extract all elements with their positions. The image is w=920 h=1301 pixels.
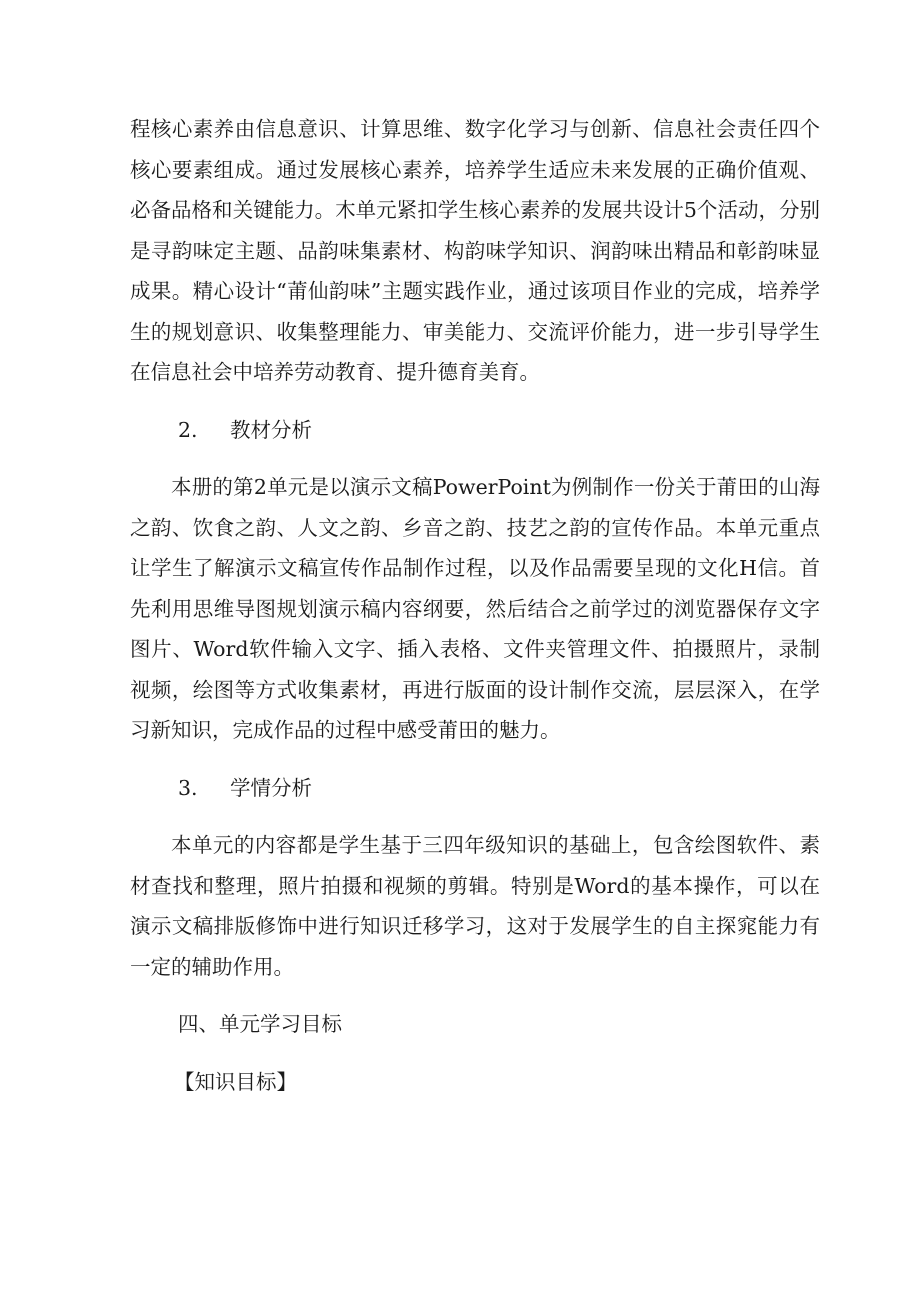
heading-learner-analysis <box>130 768 820 809</box>
heading-knowledge-goals: 【知识目标】 <box>174 1069 297 1094</box>
spacer <box>130 751 820 768</box>
heading-textbook-analysis <box>130 410 820 451</box>
spacer <box>130 987 820 1004</box>
spacer <box>130 808 820 825</box>
paragraph-textbook-analysis: 本册的第2单元是以演示文稿PowerPoint为例制作一份关于莆田的山海之韵、饮食之韵、人文之韵、乡音之韵、技艺之韵的宣传作品。本单元重点让学生了解演示文稿宣传作品制作过程，以及作品需要呈现的文化H信。首先利用思维导图规划演示稿内容纲要，然后结合之前学过的浏览器保存文字图片、Word软件输入文字、插入表格、文件夹管理文件、拍摄照片，录制视频，绘图等方式收集素材，再进行版面的设计制作交流，层层深入，在学习新知识，完成作品的过程中感受莆田的魅力。 <box>130 475 820 742</box>
heading-unit-learning-goals: 四、单元学习目标 <box>178 1012 342 1036</box>
paragraph-core-literacy: 程核心素养由信息意识、计算思维、数字化学习与创新、信息社会责任四个核心要素组成。通过发展核心素养，培养学生适应未来发展的正确价值观、必备品格和关键能力。木单元紧扣学生核心素养的发展共设计5个活动，分别是寻韵味定主题、品韵味集素材、构韵味学知识、润韵味出精品和彰韵味显成果。精心设计“莆仙韵味”主题实践作业，通过该项目作业的完成，培养学生的规划意识、收集整理能力、审美能力、交流评价能力，进一步引导学生在信息社会中培养劳动教育、提升德育美育。 <box>130 117 820 384</box>
heading-number: 2. <box>178 417 198 442</box>
document-body <box>130 109 820 1102</box>
spacer <box>130 1045 820 1062</box>
heading-title: 学情分析 <box>230 775 312 800</box>
spacer <box>130 393 820 410</box>
paragraph-learner-analysis: 本单元的内容都是学生基于三四年级知识的基础上，包含绘图软件、素材查找和整理，照片拍摄和视频的剪辑。特别是Word的基本操作，可以在演示文稿排版修饰中进行知识迁移学习，这对于发展学生的自主探窕能力有一定的辅助作用。 <box>130 833 820 979</box>
spacer <box>130 450 820 467</box>
heading-title: 教材分析 <box>230 417 312 442</box>
heading-number: 3. <box>178 775 198 800</box>
